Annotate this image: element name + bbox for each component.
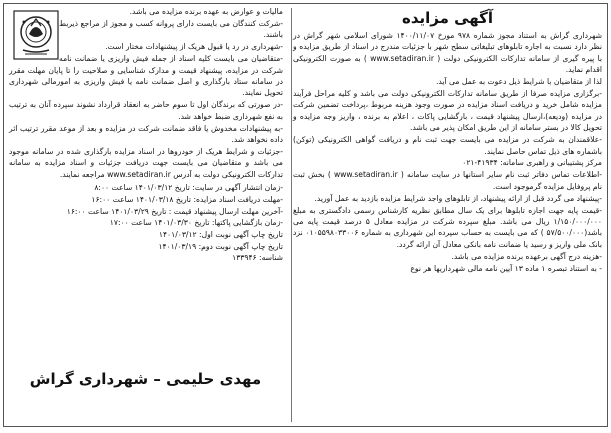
notice-paragraph: -جزئیات و شرایط هریک از خودروها در اسناد مزایده بارگذاری شده در سامانه موجود می باشد و متقاضیان می بایست جهت دریافت جزئیات و اسناد مزایده به سامانه تدارکات الکترونیکی دولت به آدرس www.setadiran.ir مراجعه نمایند. xyxy=(9,146,283,179)
schedule-item: -زمان انتشار آگهی در سایت: تاریخ ۱۴۰۱/۰۳/۱۲ ساعت ۸:۰۰ xyxy=(94,183,283,193)
signature-line: مهدی حلیمی – شهرداری گراش xyxy=(29,370,262,388)
notice-paragraph: -پیشنهاد می گردد قبل از ارائه پیشنهاد، از تابلوهای واجد شرایط مزایده بازدید به عمل آورید. xyxy=(314,193,602,203)
notice-paragraph: -هزینه درج آگهی برعهده برنده مزایده می باشد. xyxy=(451,251,602,261)
schedule-item: شناسه: ۱۳۳۹۴۶ xyxy=(232,253,283,263)
notice-paragraph: -علاقمندان به شرکت در مزایده می بایست جهت ثبت نام و دریافت گواهی الکترونیکی (توکن) باشماره های ذیل تماس حاصل نمایند. xyxy=(293,135,602,156)
notice-paragraph: -برگزاری مزایده صرفا از طریق سامانه تدارکات الکترونیکی دولت می باشد و کلیه مراحل فرآیند مزایده شامل خرید و دریافت اسناد مزایده در صورت وجود هزینه مربوط ،پرداخت تضمین شرکت در مزایده (ودیعه)،ارسال پیشنهاد قیمت ، بارگشایی پاکات ، اعلام به برنده ، واریز وجه مزایده و تحویل کالا در بستر سامانه از این طریق امکان پذیر می باشد. xyxy=(293,89,602,133)
schedule-item: تاریخ چاپ آگهی نوبت اول: ۱۴۰۱/۰۳/۱۲ xyxy=(158,229,283,239)
notice-paragraph: لذا از متقاضیان با شرایط ذیل دعوت به عمل می آید. xyxy=(436,77,602,87)
notice-paragraph: -قیمت پایه جهت اجاره تابلوها برای یک سال مطابق نظریه کارشناس رسمی دادگستری به مبلغ ۱/۱۵۰/۰۰۰/۰۰۰ ریال می باشد. مبلغ سپرده شرکت در مزایده معادل ۵ درصد قیمت پایه می باشد(۵۷/۵۰۰/۰۰۰ ) که می بایست به حساب سپرده این شهرداری به شماره ۰۱۰۵۵۹۸۰۳۳۰۰۶ نزد بانک ملی واریز و رسید یا ضمانت نامه بانکی معادل آن ارائه گردد. xyxy=(293,205,602,249)
notice-paragraph: -به پیشنهادات مخدوش یا فاقد ضمانت شرکت در مزایده و بعد از موعد مقرر ترتیب اثر داده نخواهد شد. xyxy=(9,123,283,144)
notice-left-column xyxy=(4,4,287,426)
notice-paragraph: -در صورتی که برندگان اول تا سوم حاضر به انعقاد قرارداد نشوند سپرده آنان به ترتیب به نفع شهرداری ضبط خواهد شد. xyxy=(9,100,283,121)
schedule-item: -مهلت دریافت اسناد مزایده: تاریخ ۱۴۰۱/۰۳/۱۸ ساعت ۱۶:۰۰ xyxy=(91,194,283,204)
notice-page xyxy=(3,3,608,427)
column-divider xyxy=(291,8,292,422)
schedule-item: تاریخ چاپ آگهی نوبت دوم: ۱۴۰۱/۰۳/۱۹ xyxy=(158,241,283,251)
notice-title-row xyxy=(293,6,602,30)
notice-paragraph: مالیات و عوارض به عهده برنده مزایده می باشد. xyxy=(129,7,283,16)
schedule-item: -زمان بازگشایی پاکتها: تاریخ ۱۴۰۱/۰۳/۳۰ ساعت ۱۷:۰۰ xyxy=(109,218,283,228)
notice-right-column xyxy=(289,4,607,426)
notice-paragraph: مرکز پشتیبانی و راهبری سامانه: ۴۱۹۳۴-۰۲۱ xyxy=(462,158,602,168)
notice-paragraph: - به استناد تبصره ۱ ماده ۱۳ آیین نامه مالی شهرداریها هر نوع xyxy=(410,263,602,273)
notice-paragraph: -اطلاعات تماس دفاتر ثبت نام سایر استانها در سایت سامانه ( www.setadiran.ir ) بخش ثبت نام پروفایل مزایده گرموجود است. xyxy=(293,170,602,191)
notice-paragraph: -شهرداری در رد یا قبول هریک از پیشنهادات مختار است. xyxy=(105,42,283,52)
schedule-list xyxy=(9,182,283,263)
notice-paragraph: شهرداری گراش به استناد مجوز شماره ۹۷۸ مورخ ۱۴۰۰/۱۱/۰۷ شورای اسلامی شهر گراش در نظر دارد نسبت به اجاره تابلوهای تبلیغاتی سطح شهر با جزئیات مندرج در اسناد از طریق مزایده و با پیره گیری از سامانه تدارکات الکترونیکی دولت ( www.setadiran.ir ) به صورت الکترونیکی اقدام نماید. xyxy=(293,31,603,75)
notice-paragraph: -متقاضیان می بایست کلیه اسناد از جمله فیش واریزی یا ضمانت نامه شرکت در مزایده، پیشنهاد قیمت و مدارک شناسایی و صلاحیت را تا پایان مهلت مقرر در سامانه ستاد بارگذاری و اصل ضمانت نامه یا فیش واریزی به امورمالی شهرداری تحویل نمایند. xyxy=(9,54,283,98)
notice-title: آگهی مزایده xyxy=(401,9,494,27)
schedule-item: -آخرین مهلت ارسال پیشنهاد قیمت : تاریخ ۱۴۰۱/۰۳/۲۹ ساعت ۱۶:۰۰ xyxy=(66,206,283,216)
notice-paragraph: -شرکت کنندگان می بایست دارای پروانه کسب و مجوز از مراجع ذیربط باشند. xyxy=(59,18,283,40)
municipality-emblem-icon xyxy=(13,10,59,60)
